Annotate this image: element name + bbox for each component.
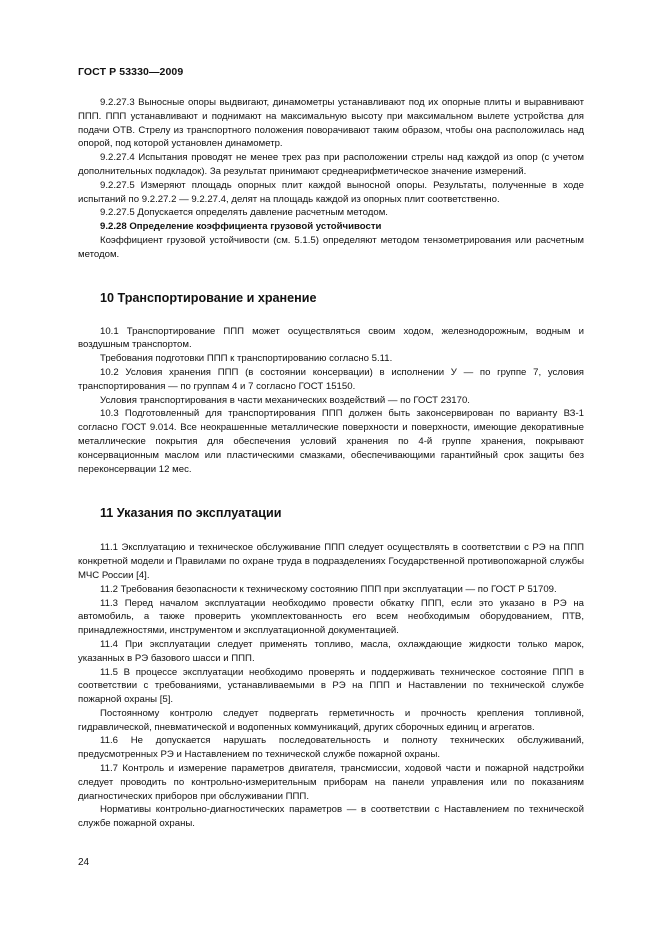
- paragraph-9-2-28: Коэффициент грузовой устойчивости (см. 5.1.5) определяют методом тензометрирования или расчетным методом.: [78, 234, 584, 260]
- section-title-10: 10 Транспортирование и хранение: [100, 290, 317, 305]
- paragraph-10-2-b: Условия транспортирования в части механических воздействий — по ГОСТ 23170.: [100, 394, 470, 406]
- page-number: 24: [78, 857, 90, 868]
- paragraph-11-5: 11.5 В процессе эксплуатации необходимо проверять и поддерживать техническое состояние ППП в соответствии с требованиями, устанавливаемыми в РЭ на ППП и Наставлении по технической службе пожарной охраны [5].: [78, 666, 584, 706]
- section-title-11: 11 Указания по эксплуатации: [100, 506, 282, 521]
- paragraph-10-3: 10.3 Подготовленный для транспортирования ППП должен быть законсервирован по варианту ВЗ-1 согласно ГОСТ 9.014. Все неокрашенные металлические поверхности и поверхности, имеющие декоративные металлические покрытия для обеспечения условий хранения по 4-й группе хранения, покрывают консервационным маслом или пластическими смазками, обеспечивающими гарантийный срок защиты без переконсервации 12 мес.: [78, 408, 584, 475]
- subsection-title-9-2-28: 9.2.28 Определение коэффициента грузовой устойчивости: [100, 221, 382, 233]
- paragraph-11-5-b: Постоянному контролю следует подвергать герметичность и прочность крепления топливной, гидравлической, пневматической и водопенных коммуникаций, других сборочных единиц и агрегатов.: [78, 707, 584, 733]
- paragraph-11-7: 11.7 Контроль и измерение параметров двигателя, трансмиссии, ходовой части и пожарной надстройки следует проводить по контрольно-измерительным приборам на панели управления или по показаниям диагностических приборов при обслуживании ППП.: [78, 763, 584, 802]
- paragraph-11-4: 11.4 При эксплуатации следует применять топливо, масла, охлаждающие жидкости только марок, указанных в РЭ базового шасси и ППП.: [78, 638, 584, 664]
- paragraph-9-2-27-5-b: 9.2.27.5 Допускается определять давление расчетным методом.: [100, 207, 388, 219]
- paragraph-11-3: 11.3 Перед началом эксплуатации необходимо провести обкатку ППП, если это указано в РЭ на автомобиль, а также проверить укомплектованность его всем необходимым оборудованием, ПТВ, принадлежностями, инструментом и эксплуатационной документацией.: [78, 597, 584, 637]
- paragraph-11-2: 11.2 Требования безопасности к техническому состоянию ППП при эксплуатации — по ГОСТ Р 51709.: [100, 583, 557, 595]
- paragraph-9-2-27-3: 9.2.27.3 Выносные опоры выдвигают, динамометры устанавливают под их опорные плиты и выравнивают ППП. ППП устанавливают и поднимают на максимальную высоту при максимальном вылете устройства для подачи ОТВ. Стрелу из транспортного положения поворачивают таким образом, чтобы она расположилась над опорой, под которой установлен динамометр.: [78, 97, 584, 150]
- paragraph-11-7-b: Нормативы контрольно-диагностических параметров — в соответствии с Наставлением по технической службе пожарной охраны.: [78, 804, 584, 830]
- paragraph-10-2: 10.2 Условия хранения ППП (в состоянии консервации) в исполнении У — по группе 7, условия транспортирования — по группам 4 и 7 согласно ГОСТ 15150.: [78, 366, 584, 392]
- paragraph-9-2-27-4: 9.2.27.4 Испытания проводят не менее трех раз при расположении стрелы над каждой из опор (с учетом дополнительных подкладок). За результат принимают среднеарифметическое значение измерений.: [78, 152, 584, 177]
- document-code-header: ГОСТ Р 53330—2009: [78, 66, 184, 78]
- paragraph-11-1: 11.1 Эксплуатацию и техническое обслуживание ППП следует осуществлять в соответствии с РЭ на ППП конкретной модели и Правилами по охране труда в подразделениях Государственной противопожарной службы МЧС России [4].: [78, 542, 584, 581]
- paragraph-11-6: 11.6 Не допускается нарушать последовательность и полноту технических обслуживаний, предусмотренных РЭ и Наставлением по технической службе пожарной охраны.: [78, 735, 584, 761]
- document-body: [78, 96, 584, 831]
- paragraph-9-2-27-5-a: 9.2.27.5 Измеряют площадь опорных плит каждой выносной опоры. Результаты, полученные в ходе испытаний по 9.2.27.2 — 9.2.27.4, делят на площадь каждой из опорных плит соответственно.: [78, 179, 584, 205]
- paragraph-10-1: 10.1 Транспортирование ППП может осуществляться своим ходом, железнодорожным, водным и воздушным транспортом.: [78, 325, 584, 351]
- paragraph-10-1-b: Требования подготовки ППП к транспортированию согласно 5.11.: [100, 353, 393, 365]
